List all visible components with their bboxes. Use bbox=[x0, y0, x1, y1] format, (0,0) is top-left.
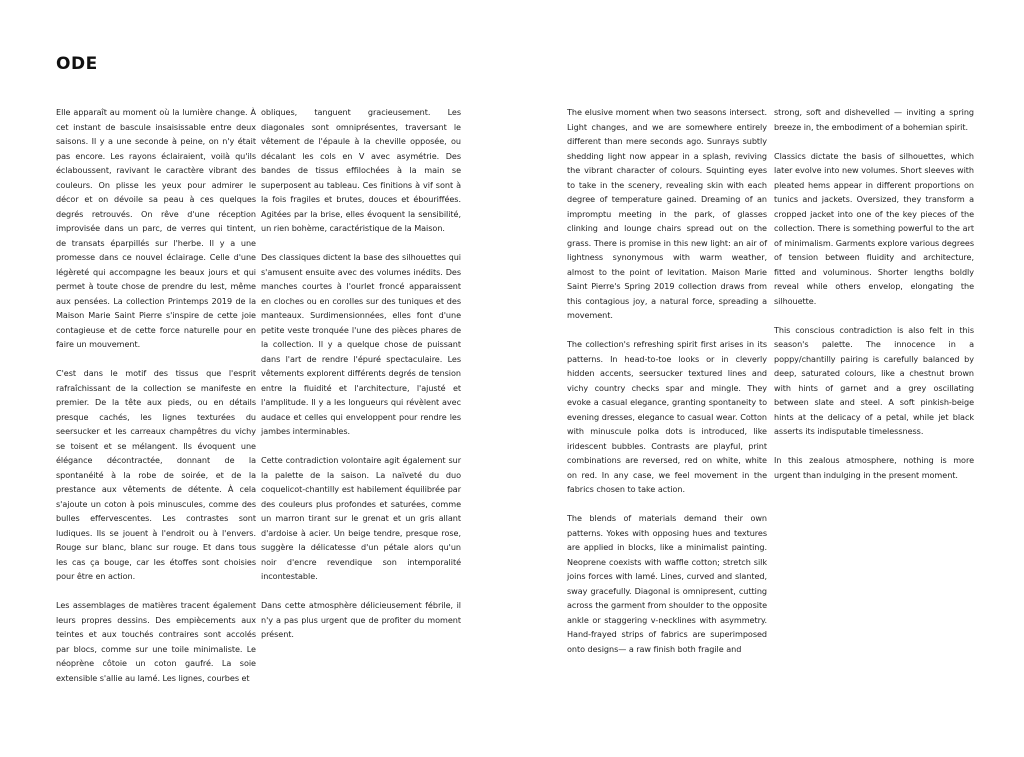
paragraph: C'est dans le motif des tissus que l'esprit rafraîchissant de la collection se manifeste en premier. De la tête aux pieds, ou en détails presque cachés, les lignes texturées du seersucker et les carreaux champêtres du vichy se toisent et se mélangent. Ils évoquent une élégance décontractée, donnant de la spontanéité à la robe de soirée, et de la prestance aux vêtements de détente. À cela s'ajoute un coton à pois minuscules, comme des bulles effervescentes. Les contrastes sont ludiques. Ils se jouent à l'endroit ou à l'envers. Rouge sur blanc, blanc sur rouge. Et dans tous les cas ça bouge, car les étoffes sont choisies pour être en action. bbox=[56, 368, 256, 581]
paragraph: The collection's refreshing spirit first arises in its patterns. In head-to-toe looks or in cleverly hidden accents, seersucker textured lines and vichy country checks spar and mingle. They evoke a casual elegance, granting spontaneity to evening dresses, elegance to casual wear. Cotton with minuscule polka dots is introduced, like iridescent bubbles. Contrasts are playful, print combinations are reversed, red on white, white on red. In any case, we feel movement in the fabrics chosen to take action. bbox=[567, 339, 767, 494]
paragraph: Des classiques dictent la base des silhouettes qui s'amusent ensuite avec des volumes inédits. Des manches courtes à l'ourlet froncé apparaissent en cloches ou en corolles sur des tuniques et des manteaux. Surdimensionnées, elles font d'une petite veste tronquée l'une des pièces phares de la collection. Il y a quelque chose de puissant dans l'art de rendre l'épuré spectaculaire. Les vêtements explorent différents degrés de tension entre la fluidité et l'architecture, l'ajusté et l'amplitude. Il y a les longueurs qui révèlent avec audace et celles qui enveloppent pour rendre les jambes interminables. bbox=[261, 252, 461, 436]
paragraph: Dans cette atmosphère délicieusement fébrile, il n'y a pas plus urgent que de profiter du moment présent. bbox=[261, 600, 461, 639]
text-column-french-2 bbox=[261, 105, 461, 642]
paragraph: This conscious contradiction is also felt in this season's palette. The innocence in a poppy/chantilly pairing is carefully balanced by deep, saturated colours, like a chestnut brown with hints of garnet and a grey oscillating between slate and steel. A soft pinkish-beige hints at the delicacy of a petal, while jet black asserts its indisputable timelessness. bbox=[774, 324, 974, 436]
text-column-english-2 bbox=[774, 105, 974, 482]
paragraph: In this zealous atmosphere, nothing is more urgent than indulging in the present moment. bbox=[774, 455, 974, 480]
paragraph: strong, soft and dishevelled — inviting a spring breeze in, the embodiment of a bohemian spirit. bbox=[774, 107, 974, 132]
paragraph: Les assemblages de matières tracent également leurs propres dessins. Des empiècements aux teintes et aux touchés contraires sont accolés par blocs, comme sur une toile minimaliste. Le néoprène côtoie un coton gaufré. La soie extensible s'allie au lamé. Les lignes, courbes et bbox=[56, 600, 256, 683]
paragraph: Classics dictate the basis of silhouettes, which later evolve into new volumes. Short sleeves with pleated hems appear in different proportions on tunics and jackets. Oversized, they transform a cropped jacket into one of the key pieces of the collection. There is something powerful to the art of minimalism. Garments explore various degrees of tension between fluidity and architecture, fitted and voluminous. Shorter lengths boldly reveal while others envelop, elongating the silhouette. bbox=[774, 150, 974, 306]
paragraph: obliques, tanguent gracieusement. Les diagonales sont omniprésentes, traversant le vêtement de l'épaule à la cheville opposée, ou décalant les cols en V avec asymétrie. Des bandes de tissus effilochées à la main se superposent au tableau. Ces finitions à vif sont à la fois fragiles et brutes, douces et ébouriffées. Agitées par la brise, elles évoquent la sensibilité, un rien bohème, caractéristique de la Maison. bbox=[261, 107, 461, 233]
text-column-english-1 bbox=[567, 105, 767, 656]
page-title: ODE bbox=[56, 54, 98, 74]
text-column-french-1 bbox=[56, 105, 256, 685]
paragraph: Elle apparaît au moment où la lumière change. À cet instant de bascule insaisissable entre deux saisons. Il y a une seconde à peine, on n'y était pas encore. Les rayons éclairaient, voilà qu'ils éclaboussent, ravivant le caractère vibrant des couleurs. On plisse les yeux pour admirer le décor et on dévoile sa peau à ces quelques degrés retrouvés. On rêve d'une réception improvisée dans un parc, de verres qui tintent, de transats éparpillés sur l'herbe. Il y a une promesse dans ce nouvel éclairage. Celle d'une légèreté qui accompagne les beaux jours et qui permet à toute chose de prendre du lest, même aux pensées. La collection Printemps 2019 de la Maison Marie Saint Pierre s'inspire de cette joie contagieuse et de cette force naturelle pour en faire un mouvement. bbox=[56, 107, 256, 349]
paragraph: The elusive moment when two seasons intersect. Light changes, and we are somewhere entirely different than mere seconds ago. Sunrays subtly shedding light now appear in a splash, reviving the vibrant character of colours. Squinting eyes to take in the scenery, revealing skin with each degree of temperature gained. Dreaming of an impromptu meeting in the park, of glasses clinking and lounge chairs spread out on the grass. There is promise in this new light: an air of lightness synonymous with warm weather, almost to the point of levitation. Maison Marie Saint Pierre's Spring 2019 collection draws from this contagious joy, a natural force, spreading a movement. bbox=[567, 107, 767, 320]
paragraph: The blends of materials demand their own patterns. Yokes with opposing hues and textures are applied in blocks, like a minimalist painting. Neoprene coexists with waffle cotton; stretch silk joins forces with lamé. Lines, curved and slanted, sway gracefully. Diagonal is omnipresent, cutting across the garment from shoulder to the opposite ankle or staggering v-necklines with asymmetry. Hand-frayed strips of fabrics are superimposed onto designs— a raw finish both fragile and bbox=[567, 513, 767, 654]
paragraph: Cette contradiction volontaire agit également sur la palette de la saison. La naïveté du duo coquelicot-chantilly est habilement équilibrée par des couleurs plus profondes et saturées, comme un marron tirant sur le grenat et un gris allant d'ardoise à acier. Un beige tendre, presque rose, suggère la délicatesse d'un pétale alors qu'un noir d'encre revendique son intemporalité incontestable. bbox=[261, 455, 461, 581]
